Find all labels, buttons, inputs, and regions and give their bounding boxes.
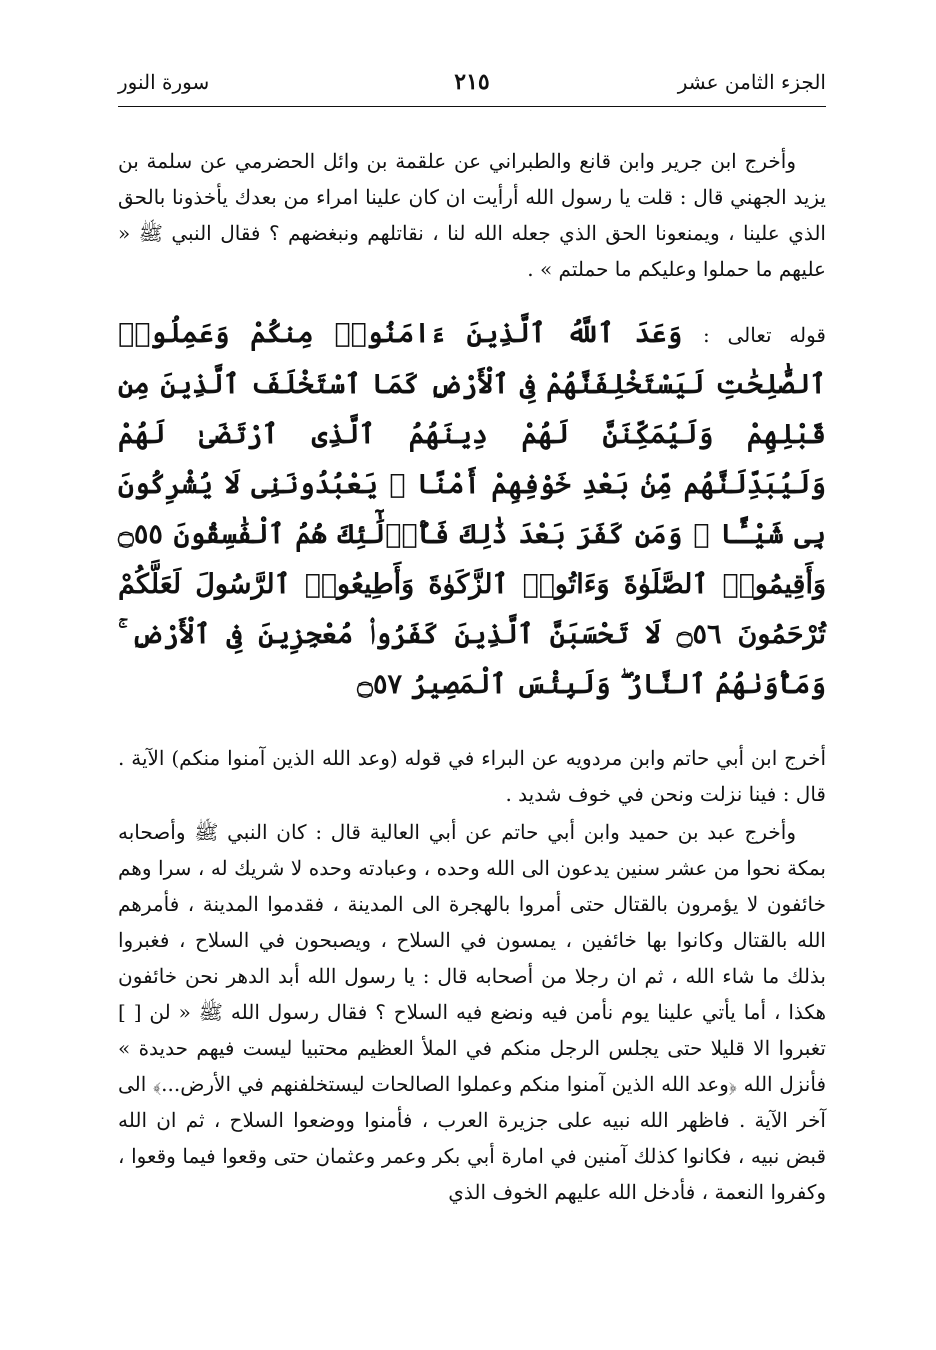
quran-verse-block — [118, 309, 826, 710]
quran-verse: وَعَدَ ٱللَّهُ ٱلَّذِينَ ءَامَنُوا۟ مِنكُمْ وَعَمِلُوا۟ ٱلصَّٰلِحَٰتِ لَيَسْتَخْلِفَنَّهُمْ فِى ٱلْأَرْضِ كَمَا ٱسْتَخْلَفَ ٱلَّذِينَ مِن قَبْلِهِمْ وَلَيُمَكِّنَنَّ لَهُمْ دِينَهُمُ ٱلَّذِى ٱرْتَضَىٰ لَهُمْ وَلَيُبَدِّلَنَّهُم مِّنۢ بَعْدِ خَوْفِهِمْ أَمْنًا ۚ يَعْبُدُونَنِى لَا يُشْرِكُونَ بِى شَيْـًٔا ۚ وَمَن كَفَرَ بَعْدَ ذَٰلِكَ فَأُو۟لَٰٓئِكَ هُمُ ٱلْفَٰسِقُونَ ۝٥٥ وَأَقِيمُوا۟ ٱلصَّلَوٰةَ وَءَاتُوا۟ ٱلزَّكَوٰةَ وَأَطِيعُوا۟ ٱلرَّسُولَ لَعَلَّكُمْ تُرْحَمُونَ ۝٥٦ لَا تَحْسَبَنَّ ٱلَّذِينَ كَفَرُوا۟ مُعْجِزِينَ فِى ٱلْأَرْضِ ۚ وَمَأْوَىٰهُمُ ٱلنَّارُ ۖ وَلَبِئْسَ ٱلْمَصِيرُ ۝٥٧ — [118, 318, 827, 700]
paragraph-hadith-3: وأخرج عبد بن حميد وابن أبي حاتم عن أبي العالية قال : كان النبي ﷺ وأصحابه بمكة نحوا من عشر سنين يدعون الى الله وحده ، وعبادته وحده لا شريك له ، سرا وهم خائفون لا يؤمرون بالقتال حتى أمروا بالهجرة الى المدينة ، فقدموا المدينة ، فأمرهم الله بالقتال وكانوا بها خائفين ، يمسون في السلاح ، ويصبحون في السلاح ، فغبروا بذلك ما شاء الله ، ثم ان رجلا من أصحابه قال : يا رسول الله أبد الدهر نحن خائفون هكذا ، أما يأتي علينا يوم نأمن فيه ونضع فيه السلاح ؟ فقال رسول الله ﷺ « لن [ ] تغبروا الا قليلا حتى يجلس الرجل منكم في الملأ العظيم محتبيا ليست فيهم حديدة » فأنزل الله ﴿وعد الله الذين آمنوا منكم وعملوا الصالحات ليستخلفنهم في الأرض...﴾ الى آخر الآية . فاظهر الله نبيه على جزيرة العرب ، فأمنوا ووضعوا السلاح ، ثم ان الله قبض نبيه ، فكانوا كذلك آمنين في امارة أبي بكر وعمر وعثمان حتى وقعوا فيما وقعوا ، وكفروا النعمة ، فأدخل الله عليهم الخوف الذي — [118, 820, 827, 1204]
verse-intro: قوله تعالى : — [703, 323, 826, 347]
surah-title: سورة النور — [118, 70, 210, 94]
page-number: ٢١٥ — [454, 69, 490, 95]
juz-title: الجزء الثامن عشر — [677, 70, 826, 94]
paragraph-hadith-2: أخرج ابن أبي حاتم وابن مردويه عن البراء في قوله (وعد الله الذين آمنوا منكم) الآية . قال : فينا نزلت ونحن في خوف شديد . — [118, 746, 826, 806]
paragraph-hadith-1: وأخرج ابن جرير وابن قانع والطبراني عن علقمة بن وائل الحضرمي عن سلمة بن يزيد الجهني قال : قلت يا رسول الله أرأيت ان كان علينا امراء من بعدك يأخذونا بالحق الذي علينا ، ويمنعونا الحق الذي جعله الله لنا ، نقاتلهم ونبغضهم ؟ فقال النبي ﷺ « عليهم ما حملوا وعليكم ما حملتم » . — [118, 149, 826, 281]
running-header — [118, 62, 826, 107]
book-page — [118, 62, 826, 1210]
